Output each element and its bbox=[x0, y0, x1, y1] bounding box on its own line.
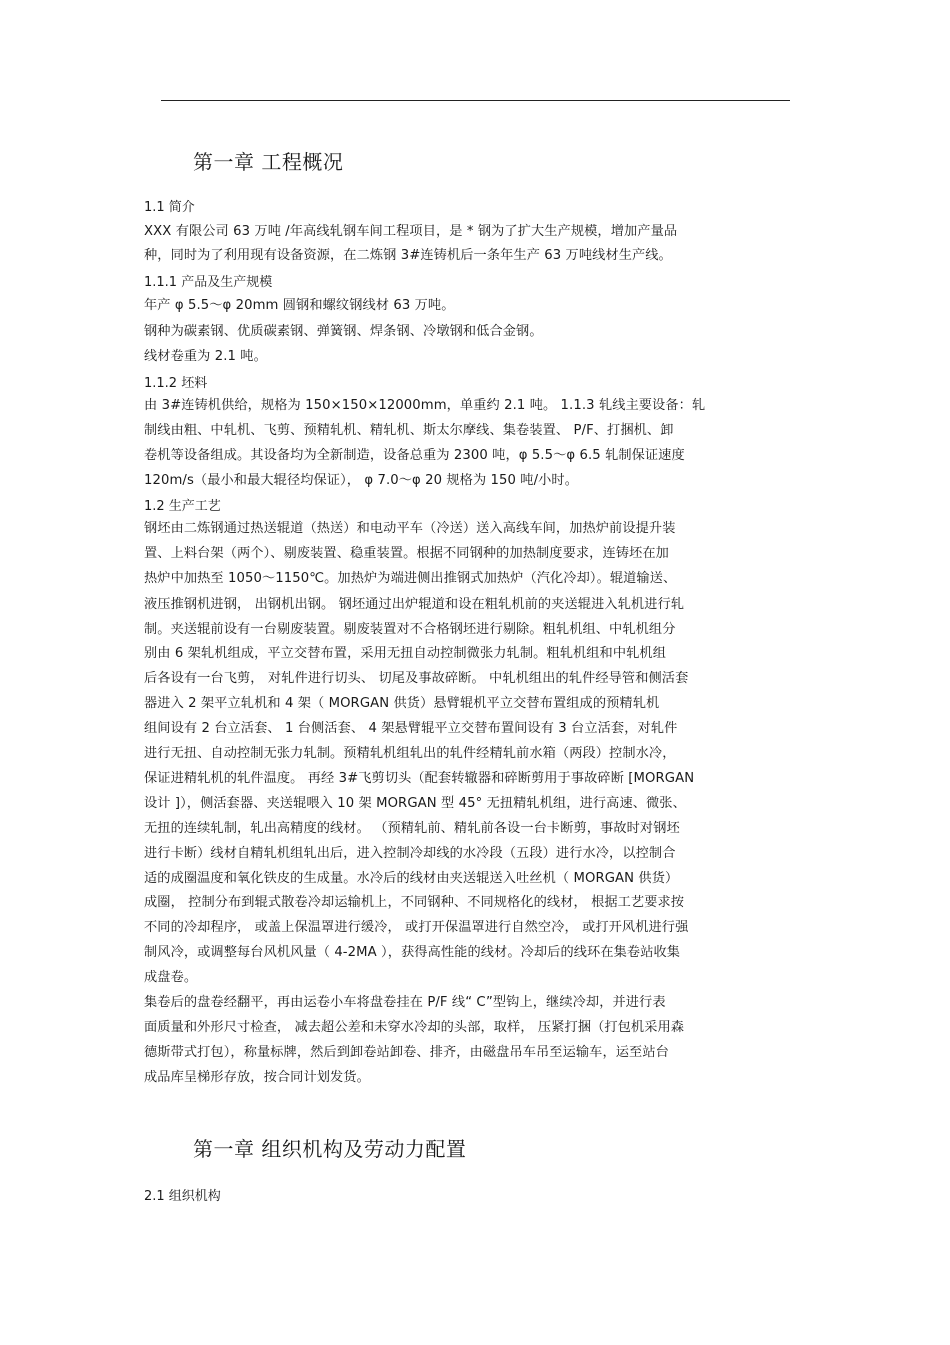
text-line: 钢坯由二炼钢通过热送辊道（热送）和电动平车（冷送）送入高线车间，加热炉前设提升装 bbox=[144, 521, 676, 536]
text-line: 制线由粗、中轧机、飞剪、预精轧机、精轧机、斯太尔摩线、集卷装置、 P/F、打捆机、卸 bbox=[144, 423, 674, 438]
text-line: 德斯带式打包），称量标牌，然后到卸卷站卸卷、排齐，由磁盘吊车吊至运输车，运至站台 bbox=[144, 1045, 669, 1060]
text-line: 成圈， 控制分布到辊式散卷冷却运输机上，不同钢种、不同规格化的线材， 根据工艺要求按 bbox=[144, 895, 685, 910]
text-line: 设计 ]），侧活套器、夹送辊喂入 10 架 MORGAN 型 45° 无扭精轧机组，进行高速、微张、 bbox=[144, 796, 686, 811]
section-heading: 1.1.2 坯料 bbox=[144, 376, 208, 391]
text-line: 后各设有一台飞剪， 对轧件进行切头、 切尾及事故碎断。 中轧机组出的轧件经导管和侧活套 bbox=[144, 671, 689, 686]
text-line: 卷机等设备组成。其设备均为全新制造，设备总重为 2300 吨，φ 5.5～φ 6.5 轧制保证速度 bbox=[144, 448, 685, 463]
text-line: 适的成圈温度和氧化铁皮的生成量。水冷后的线材由夹送辊送入吐丝机（ MORGAN 供货） bbox=[144, 871, 679, 886]
section-heading: 1.2 生产工艺 bbox=[144, 499, 221, 514]
text-line: 组间设有 2 台立活套、 1 台侧活套、 4 架悬臂辊平立交替布置间设有 3 台立活套，对轧件 bbox=[144, 721, 678, 736]
text-line: 制风冷，或调整每台风机风量（ 4-2MA ），获得高性能的线材。冷却后的线环在集卷站收集 bbox=[144, 945, 681, 960]
text-line: 成品库呈梯形存放，按合同计划发货。 bbox=[144, 1070, 370, 1085]
header-rule bbox=[161, 100, 790, 101]
text-line: 无扭的连续轧制，轧出高精度的线材。 （预精轧前、精轧前各设一台卡断剪，事故时对钢坯 bbox=[144, 821, 680, 836]
chapter-title: 第一章 组织机构及劳动力配置 bbox=[193, 1137, 467, 1161]
text-line: 器进入 2 架平立轧机和 4 架（ MORGAN 供货）悬臂辊机平立交替布置组成的预精轧机 bbox=[144, 696, 660, 711]
text-line: 线材卷重为 2.1 吨。 bbox=[144, 349, 267, 364]
text-line: XXX 有限公司 63 万吨 /年高线轧钢车间工程项目，是 * 钢为了扩大生产规模，增加产量品 bbox=[144, 224, 678, 239]
text-line: 进行卡断）线材自精轧机组轧出后，进入控制冷却线的水冷段（五段）进行水冷，以控制合 bbox=[144, 846, 676, 861]
text-line: 年产 φ 5.5～φ 20mm 圆钢和螺纹钢线材 63 万吨。 bbox=[144, 298, 455, 313]
text-line: 120m/s（最小和最大辊径均保证）， φ 7.0～φ 20 规格为 150 吨/小时。 bbox=[144, 473, 578, 488]
text-line: 钢种为碳素钢、优质碳素钢、弹簧钢、焊条钢、冷墩钢和低合金钢。 bbox=[144, 324, 543, 339]
text-line: 置、上料台架（两个）、剔废装置、稳重装置。根据不同钢种的加热制度要求，连铸坯在加 bbox=[144, 546, 669, 561]
text-line: 不同的冷却程序， 或盖上保温罩进行缓冷， 或打开保温罩进行自然空冷， 或打开风机进行强 bbox=[144, 920, 689, 935]
text-line: 别由 6 架轧机组成，平立交替布置，采用无扭自动控制微张力轧制。粗轧机组和中轧机组 bbox=[144, 646, 666, 661]
text-line: 成盘卷。 bbox=[144, 970, 198, 985]
text-line: 热炉中加热至 1050～1150℃。加热炉为端进侧出推钢式加热炉（汽化冷却）。辊道输送、 bbox=[144, 571, 677, 586]
text-line: 制。夹送辊前设有一台剔废装置。剔废装置对不合格钢坯进行剔除。粗轧机组、中轧机组分 bbox=[144, 622, 676, 637]
text-line: 保证进精轧机的轧件温度。 再经 3#飞剪切头（配套转辙器和碎断剪用于事故碎断 [MORGAN bbox=[144, 771, 695, 786]
text-line: 种，同时为了利用现有设备资源，在二炼钢 3#连铸机后一条年生产 63 万吨线材生产线。 bbox=[144, 248, 672, 263]
text-line: 由 3#连铸机供给，规格为 150×150×12000mm，单重约 2.1 吨。 1.1.3 轧线主要设备：轧 bbox=[144, 398, 706, 413]
section-heading: 1.1.1 产品及生产规模 bbox=[144, 275, 273, 290]
text-line: 进行无扭、自动控制无张力轧制。预精轧机组轧出的轧件经精轧前水箱（两段）控制水冷， bbox=[144, 746, 676, 761]
section-heading: 2.1 组织机构 bbox=[144, 1189, 221, 1204]
section-heading: 1.1 简介 bbox=[144, 200, 195, 215]
text-line: 液压推钢机进钢， 出钢机出钢。 钢坯通过出炉辊道和设在粗轧机前的夹送辊进入轧机进行轧 bbox=[144, 597, 685, 612]
text-line: 面质量和外形尺寸检查， 减去超公差和未穿水冷却的头部，取样， 压紧打捆（打包机采用森 bbox=[144, 1020, 685, 1035]
chapter-title: 第一章 工程概况 bbox=[193, 150, 344, 174]
text-line: 集卷后的盘卷经翻平，再由运卷小车将盘卷挂在 P/F 线“ C”型钩上，继续冷却，并进行表 bbox=[144, 995, 666, 1010]
